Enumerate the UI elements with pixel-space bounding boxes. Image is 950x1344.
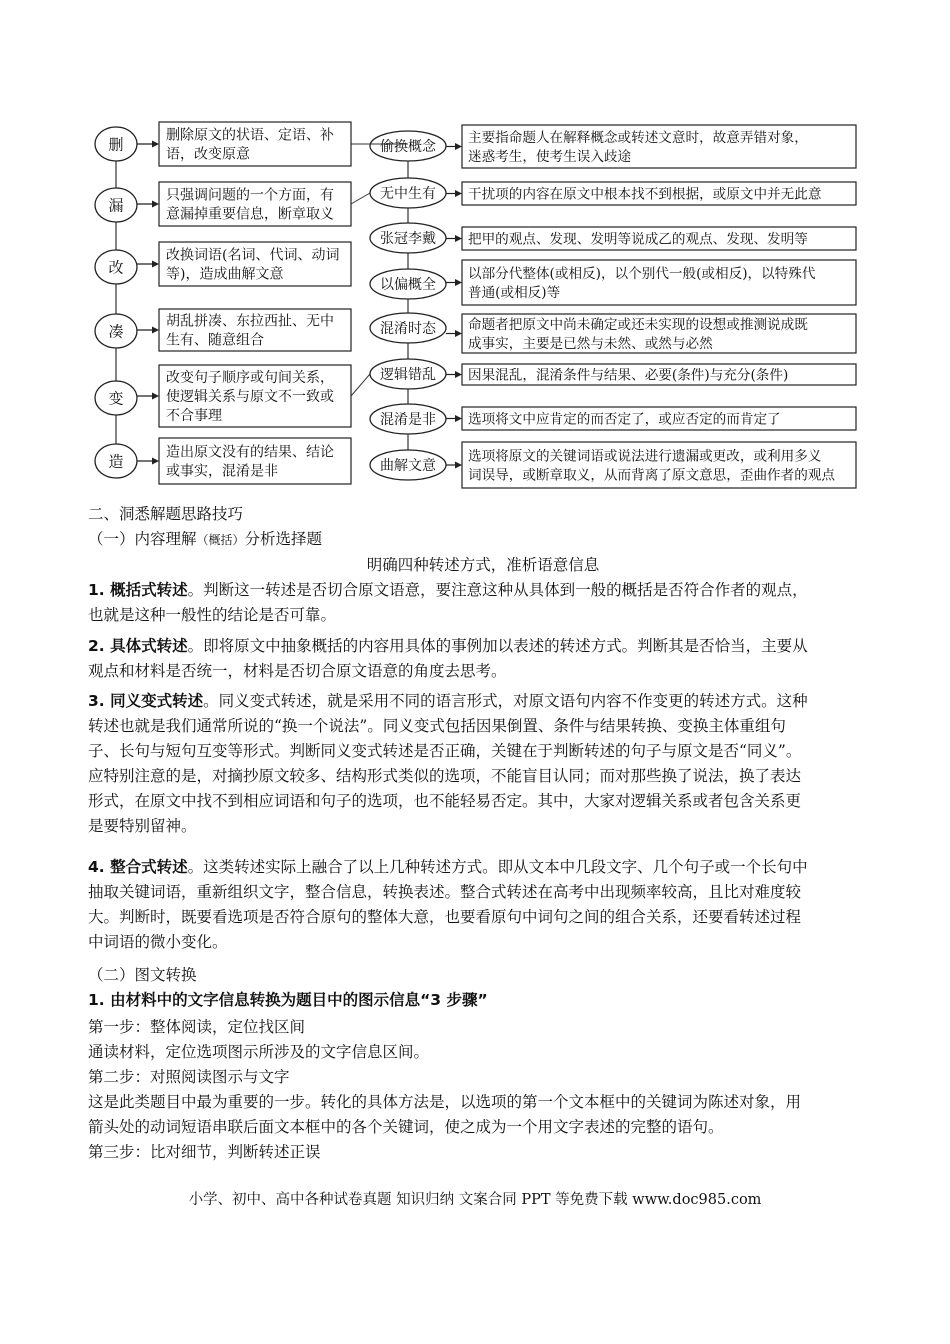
right-node-label: 无中生有 — [380, 186, 436, 202]
left-box-text: 语，改变原意 — [166, 146, 250, 163]
right-box-text: 干扰项的内容在原文中根本找不到根据，或原文中并无此意 — [468, 186, 822, 203]
right-box-text: 迷惑考生，使考生误入歧途 — [468, 149, 632, 165]
paragraph-3: 3. 同义变式转述。同义变式转述，就是采用不同的语言形式，对原文语句内容不作变更的转述方式。这种 转述也就是我们通常所说的“换一个说法”。同义变式包括因果倒置、条件与结果转换、变换主体重组句 子、长句与短句互变等形式。判断同义变式转述是否正确，关键在于判断转述的句子与原文是否“同义”。 应特别注意的是，对摘抄原文较多、结构形式类似的选项，不能盲目认同；而对那些换了说法，换了表达 形式，在原文中找不到相应词语和句子的选项，也不能轻易否定。其中，大家对逻辑关系或者包含关系更 是要特别留神。 — [88, 692, 808, 835]
left-node-label: 改 — [108, 258, 124, 277]
step-line: 第一步：整体阅读，定位找区间 — [88, 1018, 306, 1036]
left-box-text: 只强调问题的一个方面，有 — [166, 187, 334, 204]
left-arrow-head — [152, 141, 159, 148]
right-node-label: 偷换概念 — [380, 139, 436, 155]
section-heading: 二、洞悉解题思路技巧 — [88, 505, 244, 523]
left-box-text: 改变句子顺序或句间关系， — [166, 370, 334, 386]
right-arrow-head — [455, 371, 462, 378]
left-node-label: 漏 — [108, 196, 124, 215]
left-box-text: 或事实，混淆是非 — [166, 463, 278, 480]
left-arrow-head — [152, 201, 159, 208]
right-node-label: 混淆是非 — [380, 412, 436, 428]
left-node-label: 变 — [108, 389, 124, 408]
left-box-text: 不合事理 — [166, 408, 222, 424]
right-box-text: 把甲的观点、发现、发明等说成乙的观点、发现、发明等 — [468, 231, 808, 248]
paragraph-2: 2. 具体式转述。即将原文中抽象概括的内容用具体的事例加以表述的转述方式。判断其是否恰当，主要从 观点和材料是否统一，材料是否切合原文语意的角度去思考。 — [88, 637, 808, 680]
right-arrow-head — [455, 190, 462, 197]
right-node-label: 以偏概全 — [380, 277, 436, 293]
subsection-heading-1: （一）内容理解（概括）分析选择题 — [88, 530, 323, 548]
right-arrow-head — [455, 235, 462, 242]
left-node-label: 造 — [108, 452, 124, 471]
left-node-label: 删 — [108, 135, 124, 154]
right-box-text: 命题者把原文中尚未确定或还未实现的设想或推测说成既 — [468, 317, 808, 333]
right-arrow-head — [455, 330, 462, 337]
steps-block — [88, 1015, 878, 1165]
left-arrow-head — [152, 458, 159, 465]
right-node-label: 逻辑错乱 — [380, 367, 436, 383]
left-arrow-head — [152, 261, 159, 268]
right-arrow-head — [455, 143, 462, 150]
right-box-text: 因果混乱，混淆条件与结果、必要(条件)与充分(条件) — [468, 367, 789, 384]
right-node-label: 曲解文意 — [380, 458, 436, 474]
right-box-text: 词误导，或断章取义，从而背离了原文意思，歪曲作者的观点 — [468, 467, 836, 484]
right-box-text: 选项将原文的关键词语或说法进行遗漏或更改，或利用多义 — [468, 448, 822, 465]
left-box-text: 胡乱拼凑、东拉西扯、无中 — [166, 313, 334, 330]
right-arrow-head — [455, 462, 462, 469]
left-box-text: 造出原文没有的结果、结论 — [166, 444, 334, 461]
step-title: 1. 由材料中的文字信息转换为题目中的图示信息“3 步骤” — [88, 991, 488, 1009]
center-title: 明确四种转述方式，准析语意信息 — [366, 556, 600, 574]
left-box-text: 意漏掉重要信息，断章取义 — [166, 206, 334, 223]
bridge-line — [351, 374, 370, 396]
right-node-label: 张冠李戴 — [380, 231, 436, 247]
left-box-text: 使逻辑关系与原文不一致或 — [166, 389, 334, 405]
right-arrow-head — [455, 415, 462, 422]
right-box-text: 普通(或相反)等 — [468, 285, 561, 301]
step-line: 第二步：对照阅读图示与文字 — [88, 1068, 290, 1086]
step-line: 箭头处的动词短语串联后面文本框中的各个关键词，使之成为一个用文字表述的完整的语句。 — [88, 1118, 724, 1136]
paragraph-1: 1. 概括式转述。判断这一转述是否切合原文语意，要注意这种从具体到一般的概括是否符合作者的观点， 也就是这种一般性的结论是否可靠。 — [88, 581, 808, 624]
error-type-diagram — [0, 0, 950, 500]
step-line: 通读材料，定位选项图示所涉及的文字信息区间。 — [88, 1043, 430, 1061]
bridge-line — [351, 193, 370, 204]
left-box-text: 等)，造成曲解文意 — [166, 266, 284, 283]
left-box-text: 删除原文的状语、定语、补 — [166, 127, 334, 144]
right-node-label: 混淆时态 — [380, 321, 436, 337]
right-box-text: 选项将文中应肯定的而否定了，或应否定的而肯定了 — [468, 411, 781, 428]
right-box-text: 成事实，主要是已然与未然、或然与必然 — [468, 336, 713, 352]
subsection-heading-2: （二）图文转换 — [88, 966, 197, 984]
right-box-text: 以部分代整体(或相反)，以个别代一般(或相反)，以特殊代 — [468, 266, 816, 282]
left-box-text: 生有、随意组合 — [166, 332, 264, 349]
step-line: 第三步：比对细节，判断转述正误 — [88, 1143, 321, 1161]
paragraph-4: 4. 整合式转述。这类转述实际上融合了以上几种转述方式。即从文本中几段文字、几个句子或一个长句中 抽取关键词语，重新组织文字，整合信息，转换表述。整合式转述在高考中出现频率较高，且比对难度较 大。判断时，既要看选项是否符合原句的整体大意，也要看原句中词句之间的组合关系，还要看转述过程 中词语的微小变化。 — [88, 858, 808, 951]
footer: 小学、初中、高中各种试卷真题 知识归纳 文案合同 PPT 等免费下载 www.doc985.com — [188, 1192, 762, 1208]
left-box-text: 改换词语(名词、代词、动词 — [166, 247, 340, 264]
left-node-label: 凑 — [108, 322, 124, 341]
left-arrow-head — [152, 393, 159, 400]
left-arrow-head — [152, 327, 159, 334]
step-line: 这是此类题目中最为重要的一步。转化的具体方法是，以选项的第一个文本框中的关键词为陈述对象，用 — [88, 1093, 802, 1111]
right-box-text: 主要指命题人在解释概念或转述文意时，故意弄错对象， — [468, 130, 808, 146]
right-arrow-head — [455, 279, 462, 286]
